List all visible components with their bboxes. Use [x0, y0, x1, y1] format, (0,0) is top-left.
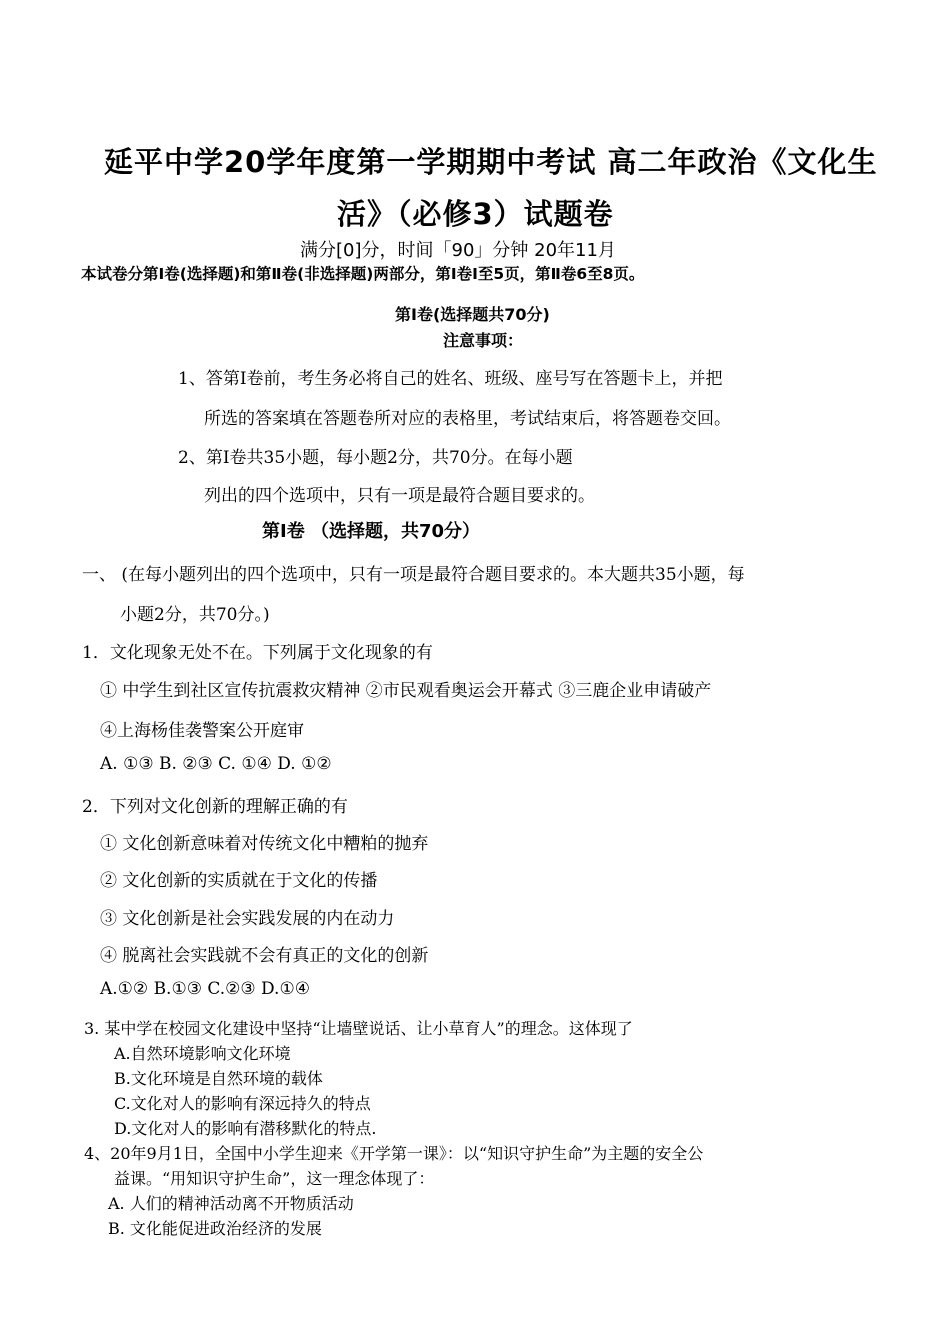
question-line: ④ 脱离社会实践就不会有真正的文化的创新 [100, 946, 429, 966]
question-option: D.文化对人的影响有潜移默化的特点. [114, 1119, 377, 1138]
notice-heading: 注意事项： [443, 331, 524, 350]
question-option: A.自然环境影响文化环境 [114, 1044, 291, 1063]
question-stem: 4、20年9月1日，全国中小学生迎来《开学第一课》：以“知识守护生命”为主题的安全公 [84, 1144, 704, 1163]
notice-item: 列出的四个选项中，只有一项是最符合题目要求的。 [204, 486, 595, 506]
exam-title-line2: 活》（必修3）试题卷 [337, 197, 614, 231]
question-option: B. 文化能促进政治经济的发展 [108, 1219, 322, 1238]
notice-item: 所选的答案填在答题卷所对应的表格里，考试结束后，将答题卷交回。 [204, 409, 731, 429]
question-line: ① 中学生到社区宣传抗震救灾精神 ②市民观看奥运会开幕式 ③三鹿企业申请破产 [100, 681, 712, 701]
question-stem-cont: 益课。“用知识守护生命”，这一理念体现了： [114, 1169, 435, 1188]
part-title: 第Ⅰ卷(选择题共70分) [395, 305, 550, 324]
section-instructions-cont: 小题2分，共70分。) [120, 605, 270, 625]
question-stem: 1．文化现象无处不在。下列属于文化现象的有 [82, 643, 433, 663]
question-options: A. ①③ B. ②③ C. ①④ D. ①② [100, 754, 332, 774]
notice-item: 1、答第Ⅰ卷前，考生务必将自己的姓名、班级、座号写在答题卡上，并把 [178, 369, 723, 389]
question-line: ① 文化创新意味着对传统文化中糟粕的抛弃 [100, 834, 429, 854]
question-stem: 3. 某中学在校园文化建设中坚持“让墙壁说话、让小草育人”的理念。这体现了 [84, 1019, 633, 1038]
question-line: ② 文化创新的实质就在于文化的传播 [100, 871, 378, 891]
question-stem: 2．下列对文化创新的理解正确的有 [82, 797, 348, 817]
question-option: C.文化对人的影响有深远持久的特点 [114, 1094, 371, 1113]
section-instructions: 一、 (在每小题列出的四个选项中，只有一项是最符合题目要求的。本大题共35小题，每 [82, 565, 745, 585]
notice-item: 2、第Ⅰ卷共35小题，每小题2分，共70分。在每小题 [178, 448, 573, 468]
question-line: ④上海杨佳袭警案公开庭审 [100, 721, 304, 741]
question-option: B.文化环境是自然环境的载体 [114, 1069, 323, 1088]
exam-meta: 满分[0]分，时间「90」分钟 20年11月 [300, 240, 616, 261]
question-options: A.①② B.①③ C.②③ D.①④ [100, 979, 310, 999]
question-option: A. 人们的精神活动离不开物质活动 [108, 1194, 354, 1213]
exam-intro: 本试卷分第Ⅰ卷(选择题)和第Ⅱ卷(非选择题)两部分，第Ⅰ卷Ⅰ至5页，第Ⅱ卷6至8页。 [81, 265, 645, 283]
exam-title-line1: 延平中学20学年度第一学期期中考试 高二年政治《文化生 [104, 145, 878, 179]
question-line: ③ 文化创新是社会实践发展的内在动力 [100, 909, 395, 929]
section-title: 第Ⅰ卷 （选择题，共70分） [262, 521, 481, 542]
